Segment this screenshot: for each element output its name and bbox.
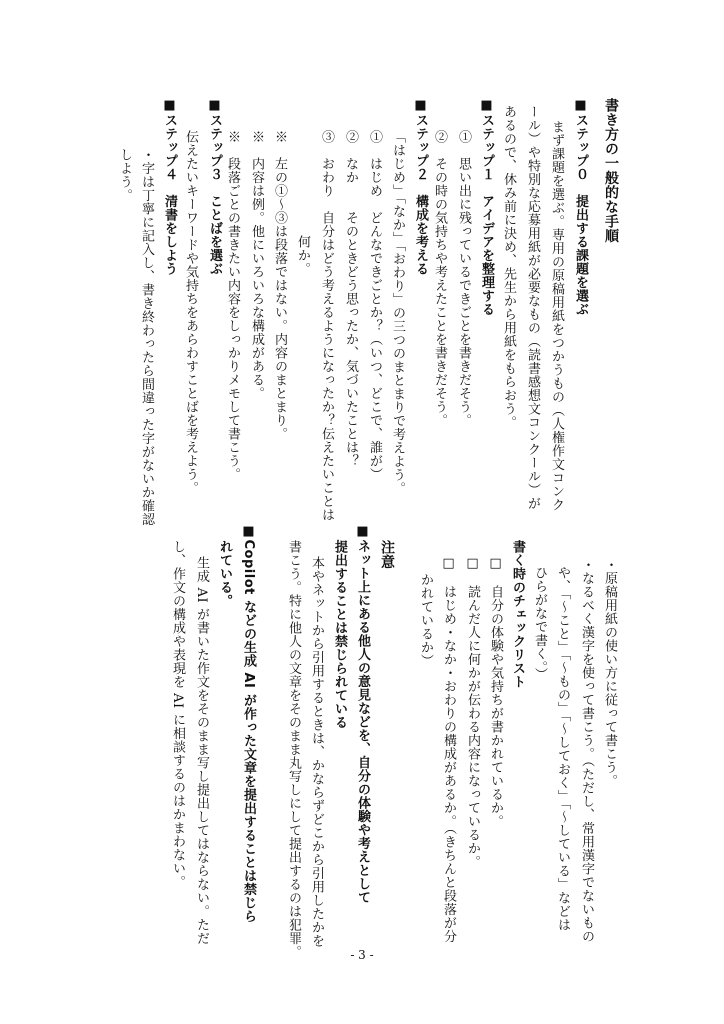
step0-text: ール）や特別な応募用紙が必要なもの（読書感想文コンクール）が <box>525 105 540 510</box>
step2-text: 「はじめ」「なか」「おわり」の三つのまとまりで考えよう。 <box>390 130 405 495</box>
note1-text: 書こう。特に他人の文章をそのまま丸写しにして提出するのは犯罪。 <box>286 540 301 959</box>
step2-note: ※ 内容は例。他にいろいろな構成がある。 <box>249 130 264 400</box>
step0-text: まず課題を選ぶ。専用の原稿用紙をつかうもの（人権作文コンク <box>549 120 564 512</box>
checklist-item: □ 自分の体験や気持ちが書かれているか。 <box>488 556 503 828</box>
step4-text: しよう。 <box>117 148 132 202</box>
step2-note: ※ 段落ごとの書きたい内容をしっかりメモして書こう。 <box>225 130 240 481</box>
note2-heading: れている。 <box>217 540 232 608</box>
checklist-item-cont: かれているか） <box>418 573 433 668</box>
note-heading: 注意 <box>379 540 395 569</box>
note2-text: し、作文の構成や表現を AI に相談するのはかまわない。 <box>170 540 185 889</box>
note1-heading: ■ネット上にある他人の意見などを、自分の体験や考えとして <box>355 524 370 904</box>
step1-heading: ■ステップ１ アイデアを整理する <box>479 98 494 316</box>
step1-item: ② その時の気持ちや考えたことを書きだそう。 <box>432 130 447 427</box>
step3-heading: ■ステップ３ ことばを選ぶ <box>207 98 222 276</box>
step3-text: 伝えたいキーワードや気持ちをあらわすことばを考えよう。 <box>183 130 198 495</box>
step4-heading: ■ステップ４ 清書をしよう <box>162 98 177 276</box>
note1-text: 本やネットから引用するときは、かならずどこから引用したかを <box>309 556 324 948</box>
step2-item: ③ おわり 自分はどう考えるようになったか？伝えたいことは <box>319 130 334 522</box>
step2-item: ① はじめ どんなできごとか？（いつ、どこで、誰が） <box>367 130 382 481</box>
checklist-heading: 書く時のチェックリスト <box>510 540 525 689</box>
page-number: - 3 - <box>350 948 374 962</box>
note2-text: 生成 AI が書いた作文をそのまま写し提出してはならない。ただ <box>194 556 209 946</box>
tips-text: ・原稿用紙の使い方に従って書こう。 <box>602 558 617 788</box>
step2-item: ② なか そのときどう思ったか、気づいたことは？ <box>343 130 358 468</box>
tips-text: ・なるべく漢字を使って書こう。（ただし、常用漢字でないもの <box>579 558 594 943</box>
step4-text: ・字は丁寧に記入し、書き終わったら間違った字がないか確認 <box>139 148 154 526</box>
page-title: 書き方の一般的な手順 <box>603 98 619 243</box>
checklist-item: □ はじめ・なか・おわりの構成があるか。（きちんと段落が分 <box>441 556 456 943</box>
note2-heading: ■Copilot などの生成 AI が作った文章を提出することは禁じら <box>241 524 256 923</box>
note1-heading: 提出することは禁じられている <box>332 540 347 729</box>
step0-heading: ■ステップ０ 提出する課題を選ぶ <box>573 98 588 316</box>
step0-text: あるので、休み前に決め、先生から用紙をもらおう。 <box>501 105 516 429</box>
step2-note: ※ 左の①～③は段落ではない。内容のまとまり。 <box>272 130 287 441</box>
step2-heading: ■ステップ２ 構成を考える <box>413 98 428 276</box>
tips-text: や、「～こと」「～もの」「～しておく」「～している」などは <box>555 566 570 932</box>
checklist-item: □ 読んだ人に何かが伝わる内容になっているか。 <box>465 556 480 869</box>
tips-text: ひらがなで書く。） <box>532 566 547 681</box>
step1-item: ① 思い出に残っているできごとを書きだそう。 <box>456 130 471 427</box>
step2-item-cont: 何か。 <box>295 235 310 276</box>
